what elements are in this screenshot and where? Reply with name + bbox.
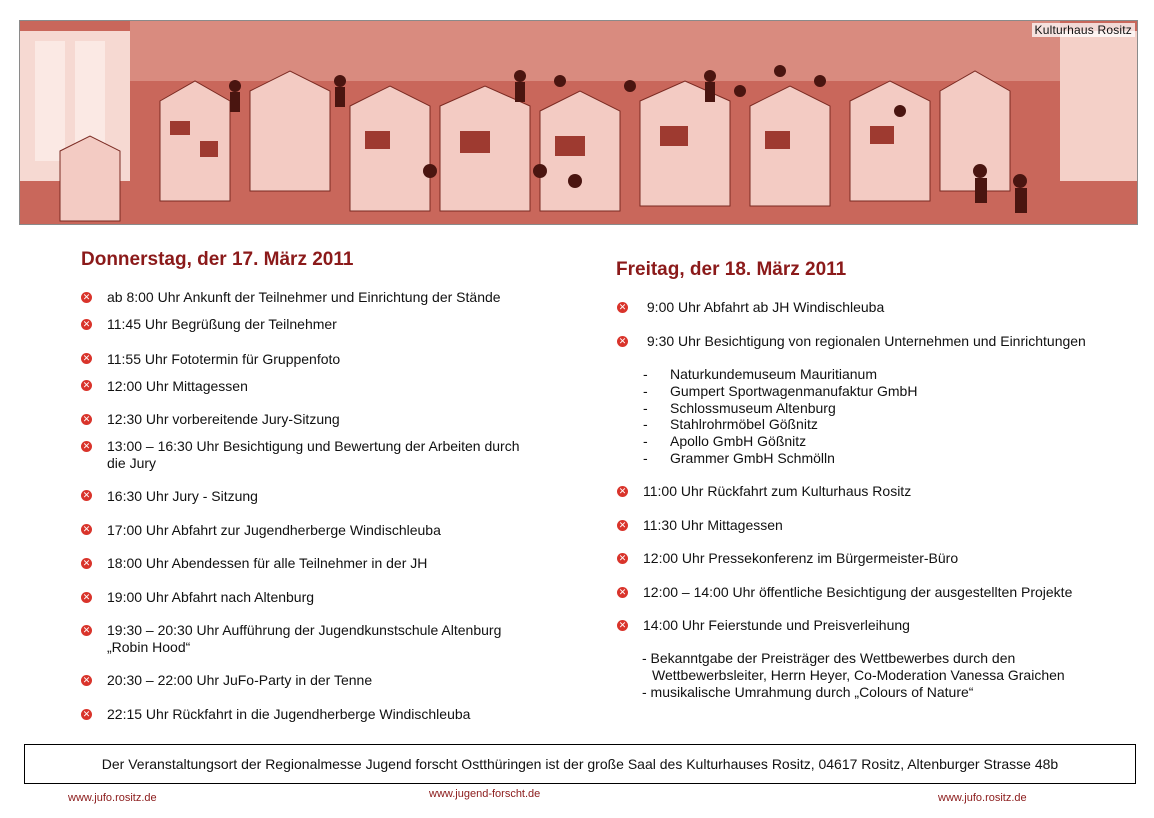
list-item-continuation: „Robin Hood“ xyxy=(107,639,191,655)
note-line: Wettbewerbsleiter, Herrn Heyer, Co-Moderation Vanessa Graichen xyxy=(652,667,1065,683)
list-item: 12:30 Uhr vorbereitende Jury-Sitzung xyxy=(107,411,340,427)
bullet-icon: ✕ xyxy=(82,625,91,635)
bullet-icon: ✕ xyxy=(82,558,91,568)
list-item: 17:00 Uhr Abfahrt zur Jugendherberge Windischleuba xyxy=(107,522,441,538)
list-item: 22:15 Uhr Rückfahrt in die Jugendherberge Windischleuba xyxy=(107,706,471,722)
list-item: 12:00 Uhr Pressekonferenz im Bürgermeister-Büro xyxy=(643,550,959,566)
list-item: 11:30 Uhr Mittagessen xyxy=(643,517,783,533)
list-item: 19:00 Uhr Abfahrt nach Altenburg xyxy=(107,589,315,605)
bullet-icon: ✕ xyxy=(82,592,91,602)
exhibition-hall-photo xyxy=(20,21,1137,224)
list-item: 13:00 – 16:30 Uhr Besichtigung und Bewertung der Arbeiten durch xyxy=(107,438,520,454)
bullet-icon: ✕ xyxy=(82,441,91,451)
bullet-icon: ✕ xyxy=(618,620,627,630)
list-dash: - xyxy=(643,450,648,466)
bullet-icon: ✕ xyxy=(82,675,91,685)
list-item: 11:00 Uhr Rückfahrt zum Kulturhaus Rositz xyxy=(643,483,912,499)
bullet-icon: ✕ xyxy=(82,319,91,329)
company-item: Naturkundemuseum Mauritianum xyxy=(670,366,877,382)
bullet-icon: ✕ xyxy=(82,709,91,719)
bullet-icon: ✕ xyxy=(82,380,91,390)
list-item: 20:30 – 22:00 Uhr JuFo-Party in der Tenne xyxy=(107,672,373,688)
bullet-icon: ✕ xyxy=(618,553,627,563)
list-item: 12:00 Uhr Mittagessen xyxy=(107,378,248,394)
list-dash: - xyxy=(643,366,648,382)
bullet-icon: ✕ xyxy=(618,520,627,530)
list-item: 16:30 Uhr Jury - Sitzung xyxy=(107,488,258,504)
venue-note-text: Der Veranstaltungsort der Regionalmesse Jugend forscht Ostthüringen ist der große Saal des Kulturhauses Rositz, 04617 Rositz, Altenburger Strasse 48b xyxy=(101,756,1059,772)
note-line: - musikalische Umrahmung durch „Colours of Nature“ xyxy=(642,684,974,700)
list-dash: - xyxy=(643,400,648,416)
thursday-title: Donnerstag, der 17. März 2011 xyxy=(81,249,354,270)
header-banner xyxy=(19,20,1138,225)
bullet-icon: ✕ xyxy=(618,302,627,312)
list-dash: - xyxy=(643,383,648,399)
bullet-icon: ✕ xyxy=(82,490,91,500)
list-item: 11:45 Uhr Begrüßung der Teilnehmer xyxy=(107,316,337,332)
list-item: 18:00 Uhr Abendessen für alle Teilnehmer in der JH xyxy=(107,555,428,571)
bullet-icon: ✕ xyxy=(618,336,627,346)
footer-link-left[interactable]: www.jufo.rositz.de xyxy=(68,792,157,804)
list-item: 14:00 Uhr Feierstunde und Preisverleihung xyxy=(643,617,910,633)
list-dash: - xyxy=(643,416,648,432)
list-item-continuation: die Jury xyxy=(107,455,157,471)
footer-link-center[interactable]: www.jugend-forscht.de xyxy=(429,788,541,800)
company-item: Grammer GmbH Schmölln xyxy=(670,450,835,466)
bullet-icon: ✕ xyxy=(618,486,627,496)
company-item: Stahlrohrmöbel Gößnitz xyxy=(670,416,818,432)
note-line: - Bekanntgabe der Preisträger des Wettbewerbes durch den xyxy=(642,650,1016,666)
footer-link-right[interactable]: www.jufo.rositz.de xyxy=(938,792,1027,804)
venue-note xyxy=(24,744,1136,784)
list-item: 12:00 – 14:00 Uhr öffentliche Besichtigung der ausgestellten Projekte xyxy=(643,584,1073,600)
bullet-icon: ✕ xyxy=(618,587,627,597)
company-item: Gumpert Sportwagenmanufaktur GmbH xyxy=(670,383,918,399)
bullet-icon: ✕ xyxy=(82,524,91,534)
list-item: 9:30 Uhr Besichtigung von regionalen Unternehmen und Einrichtungen xyxy=(643,333,1086,349)
list-dash: - xyxy=(643,433,648,449)
list-item: 11:55 Uhr Fototermin für Gruppenfoto xyxy=(107,351,341,367)
list-item: 19:30 – 20:30 Uhr Aufführung der Jugendkunstschule Altenburg xyxy=(107,622,502,638)
company-item: Apollo GmbH Gößnitz xyxy=(670,433,807,449)
list-item: 9:00 Uhr Abfahrt ab JH Windischleuba xyxy=(643,299,885,315)
bullet-icon: ✕ xyxy=(82,292,91,302)
list-item: ab 8:00 Uhr Ankunft der Teilnehmer und Einrichtung der Stände xyxy=(107,289,501,305)
bullet-icon: ✕ xyxy=(82,353,91,363)
bullet-icon: ✕ xyxy=(82,414,91,424)
company-item: Schlossmuseum Altenburg xyxy=(670,400,836,416)
venue-tag: Kulturhaus Rositz xyxy=(1032,23,1135,37)
friday-title: Freitag, der 18. März 2011 xyxy=(616,259,847,280)
